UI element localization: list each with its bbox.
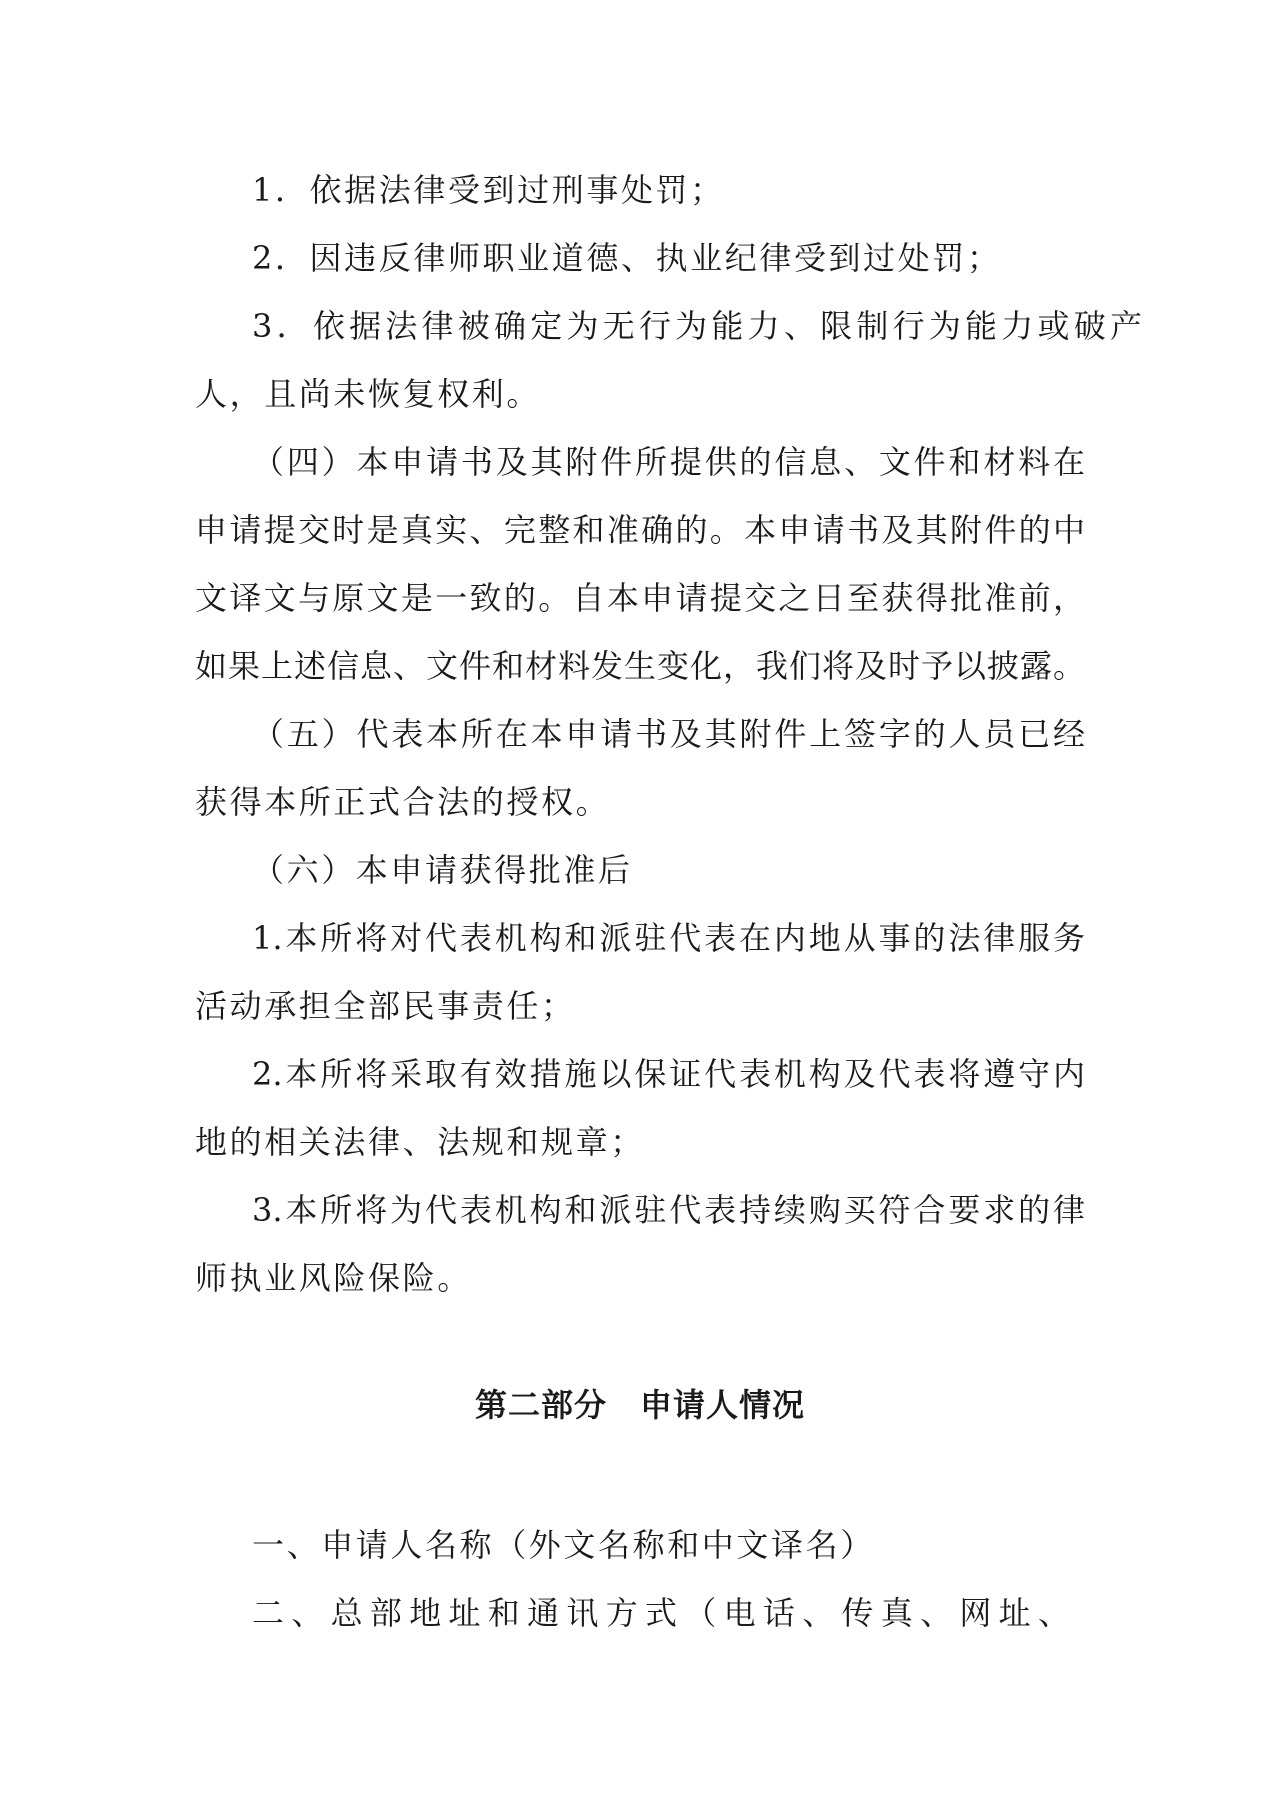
- commitment-item-3: 3.本所将为代表机构和派驻代表持续购买符合要求的律: [252, 1191, 1085, 1229]
- paragraph-six: （六）本申请获得批准后: [252, 851, 633, 889]
- commitment-item-2: 2.本所将采取有效措施以保证代表机构及代表将遵守内: [252, 1055, 1085, 1093]
- section-heading: 第二部分 申请人情况: [474, 1386, 805, 1424]
- section-item-1: 一、申请人名称（外文名称和中文译名）: [252, 1526, 875, 1564]
- paragraph-four-line-4: 如果上述信息、文件和材料发生变化，我们将及时予以披露。: [195, 647, 1085, 685]
- clause-item-1: 1．依据法律受到过刑事处罚；: [252, 171, 725, 209]
- commitment-item-1-continuation: 活动承担全部民事责任；: [195, 987, 576, 1025]
- paragraph-five: （五）代表本所在本申请书及其附件上签字的人员已经: [252, 715, 1085, 753]
- paragraph-four-line-3: 文译文与原文是一致的。自本申请提交之日至获得批准前，: [195, 579, 1085, 617]
- commitment-item-1: 1.本所将对代表机构和派驻代表在内地从事的法律服务: [252, 919, 1085, 957]
- paragraph-four-line-2: 申请提交时是真实、完整和准确的。本申请书及其附件的中: [195, 511, 1085, 549]
- clause-item-3: 3．依据法律被确定为无行为能力、限制行为能力或破产: [252, 307, 1142, 345]
- paragraph-four: （四）本申请书及其附件所提供的信息、文件和材料在: [252, 443, 1085, 481]
- paragraph-five-line-2: 获得本所正式合法的授权。: [195, 783, 611, 821]
- commitment-item-2-continuation: 地的相关法律、法规和规章；: [195, 1123, 645, 1161]
- commitment-item-3-continuation: 师执业风险保险。: [195, 1259, 472, 1297]
- clause-item-2: 2．因违反律师职业道德、执业纪律受到过处罚；: [252, 239, 1002, 277]
- section-item-2: 二、总部地址和通讯方式（电话、传真、网址、: [252, 1594, 1070, 1632]
- clause-item-3-continuation: 人，且尚未恢复权利。: [195, 375, 542, 413]
